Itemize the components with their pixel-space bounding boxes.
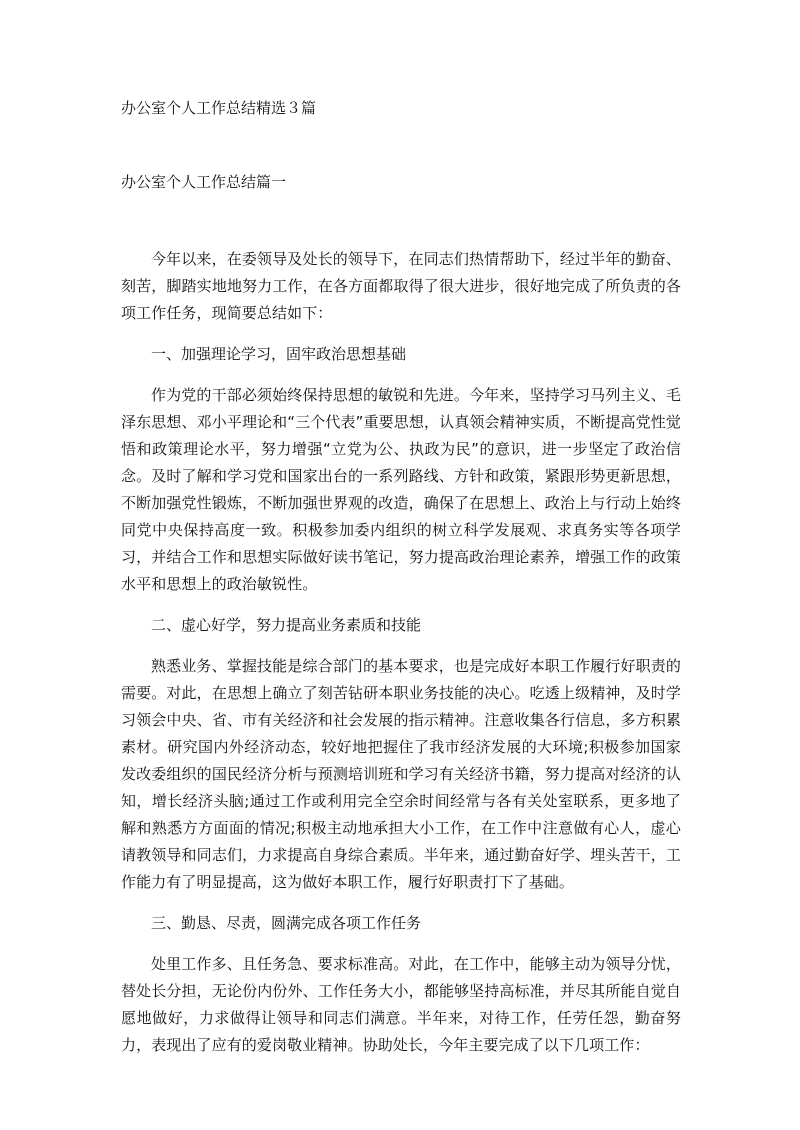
paragraph-work-tasks: 处里工作多、且任务急、要求标准高。对此，在工作中，能够主动为领导分忧，替处长分担，无论份内份外、工作任务大小，都能够坚持高标准，并尽其所能自觉自愿地做好，力求做得让领导和同志们满意。半年来，对待工作，任劳任怨，勤奋努力，表现出了应有的爱岗敬业精神。协助处长，今年主要完成了以下几项工作： [121,955,681,1054]
paragraph-intro: 今年以来，在委领导及处长的领导下，在同志们热情帮助下，经过半年的勤奋、刻苦，脚踏实地地努力工作，在各方面都取得了很大进步，很好地完成了所负责的各项工作任务，现简要总结如下： [121,250,681,322]
paragraph-business-skills: 熟悉业务、掌握技能是综合部门的基本要求，也是完成好本职工作履行好职责的需要。对此，在思想上确立了刻苦钻研本职业务技能的决心。吃透上级精神，及时学习领会中央、省、市有关经济和社会发展的指示精神。注意收集各行信息，多方积累素材。研究国内外经济动态，较好地把握住了我市经济发展的大环境;积极参加国家发改委组织的国民经济分析与预测培训班和学习有关经济书籍，努力提高对经济的认知，增长经济头脑;通过工作或利用完全空余时间经常与各有关处室联系，更多地了解和熟悉方方面面的情况;积极主动地承担大小工作，在工作中注意做有心人，虚心请教领导和同志们，力求提高自身综合素质。半年来，通过勤奋好学、埋头苦干，工作能力有了明显提高，这为做好本职工作，履行好职责打下了基础。 [121,657,681,891]
heading-theory-study: 一、加强理论学习，固牢政治思想基础 [151,345,407,363]
heading-business-skills: 二、虚心好学，努力提高业务素质和技能 [151,616,422,634]
document-title: 办公室个人工作总结精选３篇 [121,99,317,117]
paragraph-theory-study: 作为党的干部必须始终保持思想的敏锐和先进。今年来，坚持学习马列主义、毛泽东思想、邓小平理论和“三个代表”重要思想，认真领会精神实质，不断提高党性觉悟和政策理论水平，努力增强“立党为公、执政为民”的意识，进一步坚定了政治信念。及时了解和学习党和国家出台的一系列路线、方针和政策，紧跟形势更新思想，不断加强党性锻炼，不断加强世界观的改造，确保了在思想上、政治上与行动上始终同党中央保持高度一致。积极参加委内组织的树立科学发展观、求真务实等各项学习，并结合工作和思想实际做好读书笔记，努力提高政治理论素养，增强工作的政策水平和思想上的政治敏锐性。 [121,386,681,593]
heading-work-tasks: 三、勤恳、尽责，圆满完成各项工作任务 [151,914,422,932]
document-body [121,246,681,1073]
section-title: 办公室个人工作总结篇一 [121,173,287,191]
